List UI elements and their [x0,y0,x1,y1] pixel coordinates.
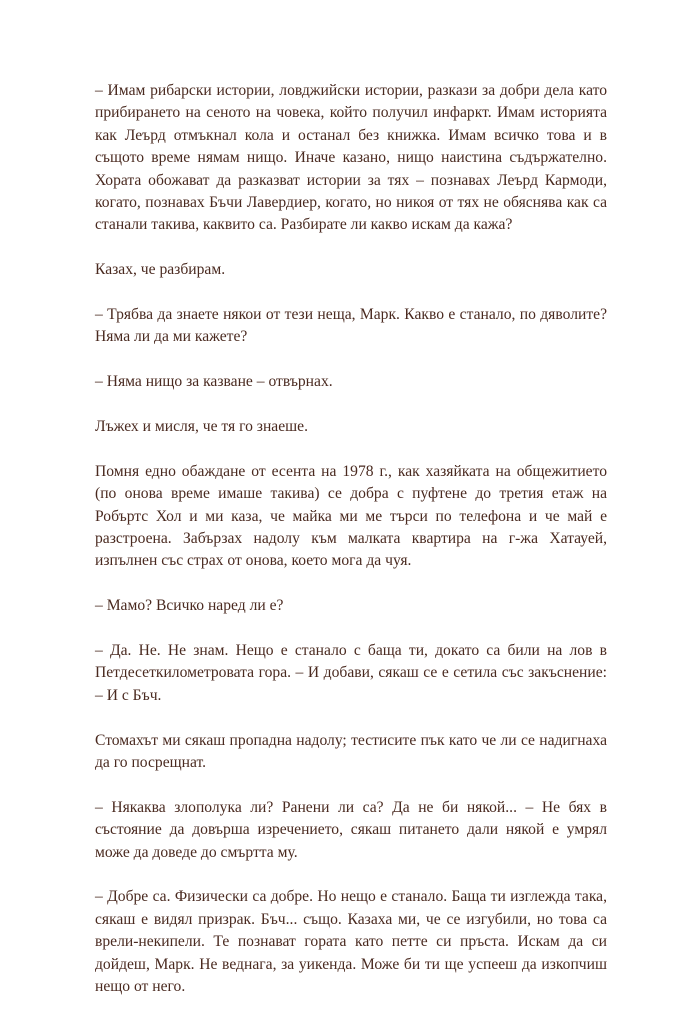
paragraph-7: – Мамо? Всичко наред ли е? [95,597,284,615]
paragraph-8: – Да. Не. Не знам. Нещо е станало с баща ти, докато са били на лов в Петдесеткилометровата гора. – И добави, сякаш се е сетила със закъснение: – И с Бъч. [95,642,607,704]
paragraph-11: – Добре са. Физически са добре. Но нещо е станало. Баща ти изглежда така, сякаш е видял призрак. Бъч... също. Казаха ми, че се изгубили, но това са врели-некипели. Те познават гората като петте си пръста. Искам да си дойдеш, Марк. Не веднага, за уикенда. Може би ти ще успееш да изкопчиш нещо от него. [95,888,607,996]
paragraph-9: Стомахът ми сякаш пропадна надолу; тестисите пък като че ли се надигнаха да го посрещнат. [95,731,607,772]
paragraph-10: – Някаква злополука ли? Ранени ли са? Да не би някой... – Не бях в състояние да довърша изречението, сякаш питането дали някой е умрял може да доведе до смъртта му. [95,798,607,861]
paragraph-5: Лъжех и мисля, че тя го знаеше. [95,418,308,436]
paragraph-4: – Няма нищо за казване – отвърнах. [95,373,333,391]
paragraph-3: – Трябва да знаете някои от тези неща, Марк. Какво е станало, по дяволите? Няма ли да ми кажете? [95,306,607,346]
document-page [95,80,607,1021]
paragraph-1: – Имам рибарски истории, ловджийски истории, разкази за добри дела като прибирането на сеното на човека, който получил инфаркт. Имам историята как Леърд отмъкнал кола и останал без книжка. Имам всичко това и в същото време нямам нищо. Иначе казано, нищо наистина съдържателно. Хората обожават да разказват истории за тях – познавах Леърд Кармоди, когато, познавах Бъчи Лавердиер, когато, но никоя от тях не обяснява как са станали такива, каквито са. Разбирате ли какво искам да кажа? [95,82,607,234]
paragraph-2: Казах, че разбирам. [95,261,226,279]
paragraph-6: Помня едно обаждане от есента на 1978 г., как хазяйката на общежитието (по онова време имаше такива) се добра с пуфтене до третия етаж на Робъртс Хол и ми каза, че майка ми ме търси по телефона и че май е разстроена. Забързах надолу към малката квартира на г-жа Хатауей, изпълнен със страх от онова, което мога да чуя. [95,462,607,570]
